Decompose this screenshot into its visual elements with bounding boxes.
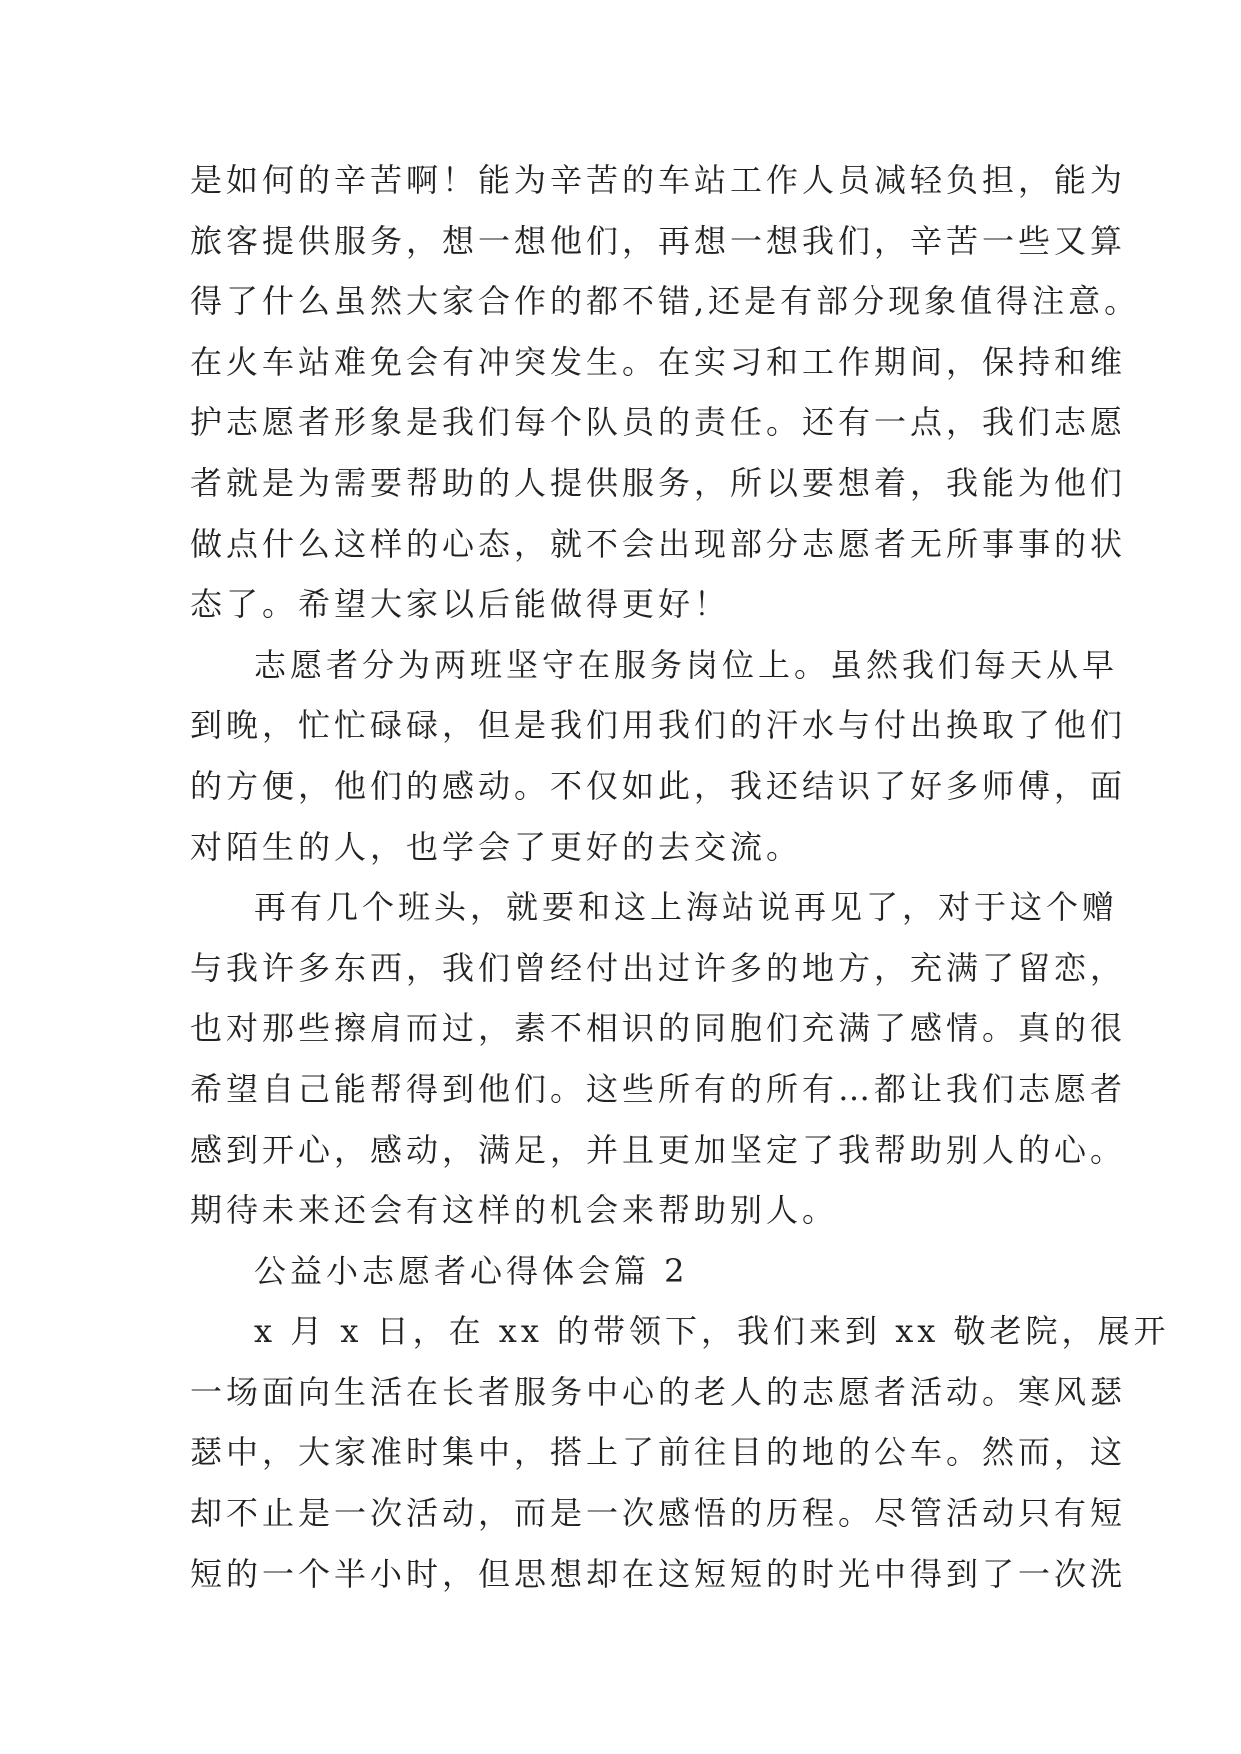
text-line: 期待未来还会有这样的机会来帮助别人。: [190, 1191, 839, 1230]
text-line: 短的一个半小时，但思想却在这短短的时光中得到了一次洗: [190, 1554, 1127, 1593]
paragraph-start-line: 志愿者分为两班坚守在服务岗位上。虽然我们每天从早: [254, 645, 1119, 684]
text-line: 瑟中，大家准时集中，搭上了前往目的地的公车。然而，这: [190, 1433, 1127, 1472]
text-line: 一场面向生活在长者服务中心的老人的志愿者活动。寒风瑟: [190, 1372, 1127, 1411]
paragraph-start-line: 再有几个班头，就要和这上海站说再见了，对于这个赠: [254, 888, 1119, 927]
text-line: 者就是为需要帮助的人提供服务，所以要想着，我能为他们: [190, 463, 1127, 502]
text-line: 也对那些擦肩而过，素不相识的同胞们充满了感情。真的很: [190, 1009, 1127, 1048]
text-line: 旅客提供服务，想一想他们，再想一想我们，辛苦一些又算: [190, 221, 1127, 260]
paragraph-start-line: x 月 x 日，在 xx 的带领下，我们来到 xx 敬老院，展开: [254, 1312, 1170, 1351]
text-line: 护志愿者形象是我们每个队员的责任。还有一点，我们志愿: [190, 403, 1127, 442]
text-line: 对陌生的人，也学会了更好的去交流。: [190, 827, 803, 866]
text-line: 在火车站难免会有冲突发生。在实习和工作期间，保持和维: [190, 342, 1127, 381]
text-line: 与我许多东西，我们曾经付出过许多的地方，充满了留恋，: [190, 948, 1127, 987]
text-line: 的方便，他们的感动。不仅如此，我还结识了好多师傅，面: [190, 766, 1127, 805]
document-body: [190, 150, 1170, 1604]
text-line: 希望自己能帮得到他们。这些所有的所有…都让我们志愿者: [190, 1069, 1127, 1108]
text-line: 到晚，忙忙碌碌，但是我们用我们的汗水与付出换取了他们: [190, 706, 1127, 745]
section-heading: 公益小志愿者心得体会篇 2: [254, 1251, 689, 1290]
text-line: 得了什么虽然大家合作的都不错,还是有部分现象值得注意。: [190, 282, 1141, 321]
text-line: 感到开心，感动，满足，并且更加坚定了我帮助别人的心。: [190, 1130, 1127, 1169]
text-line: 却不止是一次活动，而是一次感悟的历程。尽管活动只有短: [190, 1494, 1127, 1533]
text-line: 是如何的辛苦啊！能为辛苦的车站工作人员减轻负担，能为: [190, 161, 1127, 199]
text-line: 做点什么这样的心态，就不会出现部分志愿者无所事事的状: [190, 524, 1127, 563]
text-line: 态了。希望大家以后能做得更好！: [190, 585, 731, 624]
